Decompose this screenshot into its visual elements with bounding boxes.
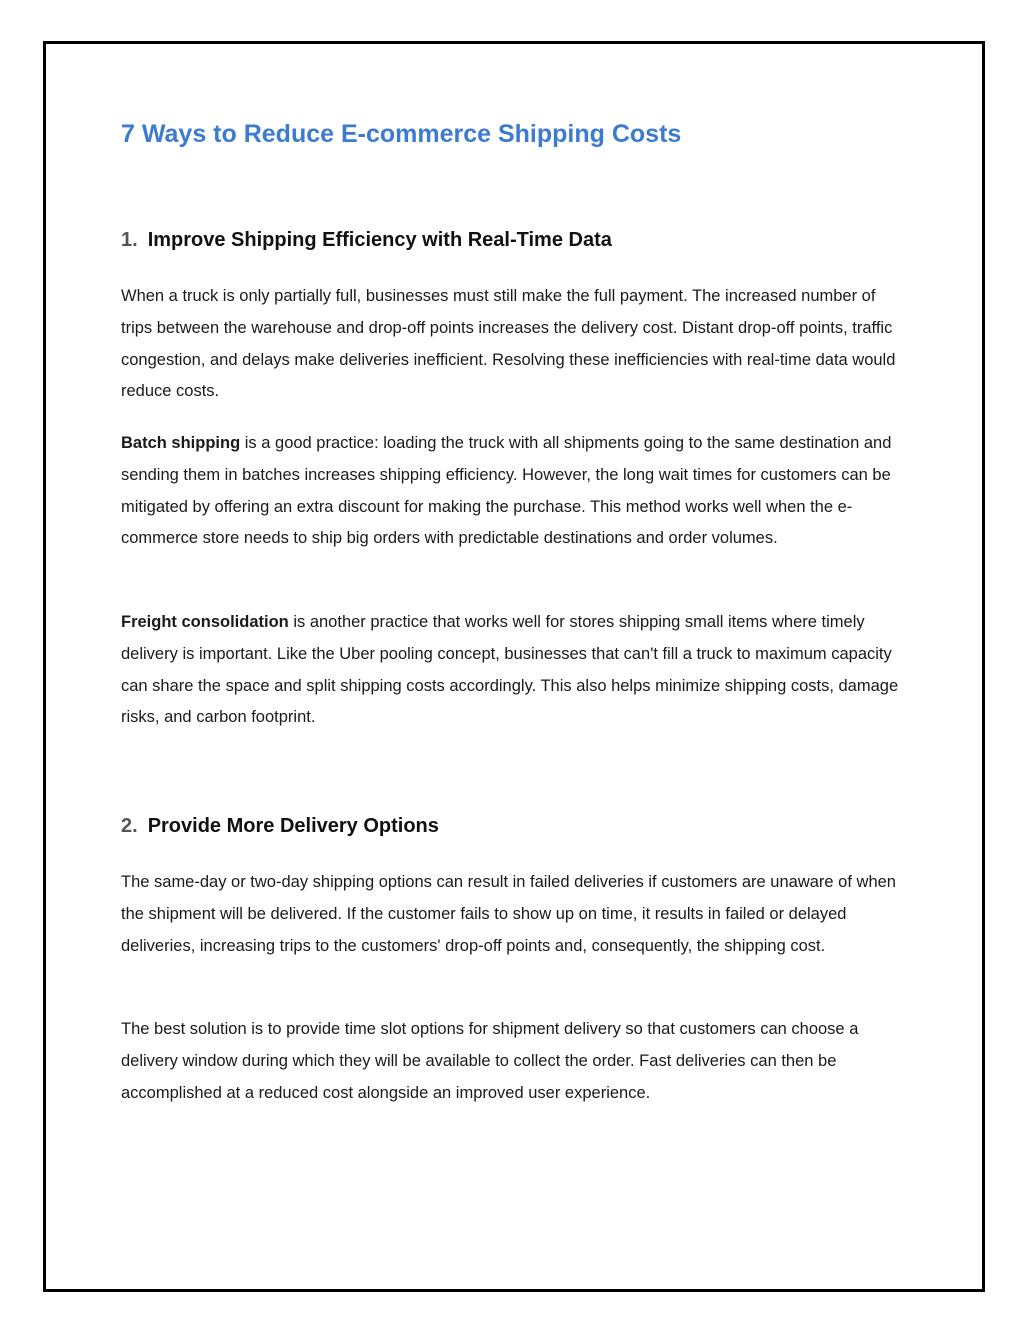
section-1-heading (121, 229, 612, 252)
section-1-title: Improve Shipping Efficiency with Real-Time Data (147, 229, 612, 251)
document-title: 7 Ways to Reduce E-commerce Shipping Costs (121, 120, 682, 148)
section-1-number: 1. (121, 229, 138, 251)
section-2-title: Provide More Delivery Options (147, 815, 439, 837)
section-2-paragraph-1-text: The same-day or two-day shipping options can result in failed deliveries if customers are unaware of when the shipment will be delivered. If the customer fails to show up on time, it results in failed or delayed deliveries, increasing trips to the customers' drop-off points and, consequently, the shipping cost. (121, 873, 896, 955)
section-2-heading (121, 815, 439, 838)
section-1-paragraph-2 (121, 428, 911, 555)
section-2-paragraph-2 (121, 1014, 911, 1109)
section-1-paragraph-3 (121, 607, 911, 734)
section-2-paragraph-2-text: The best solution is to provide time slot options for shipment delivery so that customers can choose a delivery window during which they will be available to collect the order. Fast deliveries can then be accomplished at a reduced cost alongside an improved user experience. (121, 1020, 859, 1102)
section-2-paragraph-1 (121, 867, 911, 962)
section-1-paragraph-3-text: is another practice that works well for stores shipping small items where timely delivery is important. Like the Uber pooling concept, businesses that can't fill a truck to maximum capacity can share the space and split shipping costs accordingly. This also helps minimize shipping costs, damage risks, and carbon footprint. (121, 613, 899, 727)
section-2-number: 2. (121, 815, 138, 837)
batch-shipping-term: Batch shipping (121, 434, 241, 452)
freight-consolidation-term: Freight consolidation (121, 613, 289, 631)
section-1-paragraph-1-text: When a truck is only partially full, businesses must still make the full payment. The increased number of trips between the warehouse and drop-off points increases the delivery cost. Distant drop-off points, traffic congestion, and delays make deliveries inefficient. Resolving these inefficiencies with real-time data would reduce costs. (121, 287, 896, 401)
section-1-paragraph-1 (121, 281, 911, 408)
section-1-paragraph-2-text: is a good practice: loading the truck with all shipments going to the same destination and sending them in batches increases shipping efficiency. However, the long wait times for customers can be mitigated by offering an extra discount for making the purchase. This method works well when the e-commerce store needs to ship big orders with predictable destinations and order volumes. (121, 434, 892, 548)
